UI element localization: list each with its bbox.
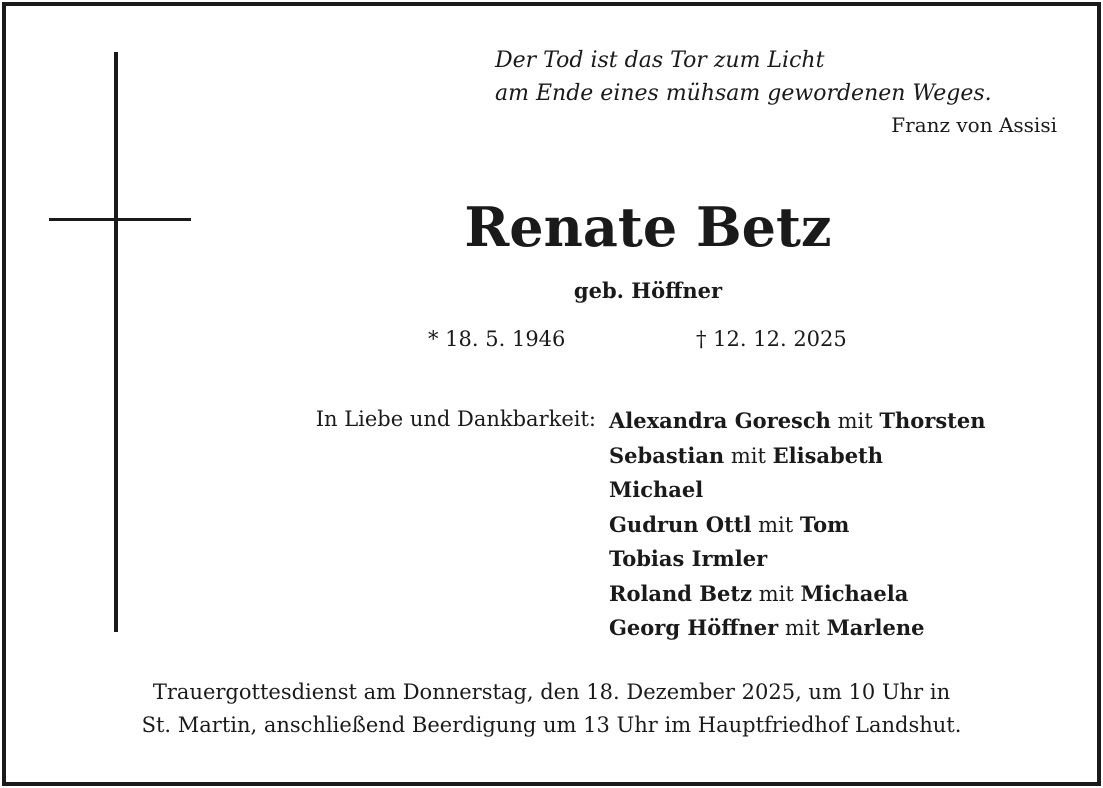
mourner-name: Alexandra Goresch bbox=[609, 408, 831, 433]
service-line: St. Martin, anschließend Beerdigung um 13 Uhr im Hauptfriedhof Landshut. bbox=[141, 713, 962, 737]
quote-author: Franz von Assisi bbox=[891, 113, 1057, 137]
mourner-entry bbox=[609, 508, 985, 543]
deceased-name: Renate Betz bbox=[464, 195, 832, 259]
service-line: Trauergottesdienst am Donnerstag, den 18. Dezember 2025, um 10 Uhr in bbox=[152, 680, 951, 704]
death-date: † 12. 12. 2025 bbox=[696, 327, 847, 351]
mourner-partner: Thorsten bbox=[879, 408, 986, 433]
birth-date: * 18. 5. 1946 bbox=[428, 327, 566, 351]
mourner-name: Roland Betz bbox=[609, 580, 753, 606]
service-info bbox=[0, 676, 1103, 742]
mourner-name: Georg Höffner bbox=[609, 615, 779, 640]
mourner-entry bbox=[609, 542, 985, 577]
mourner-connector: mit bbox=[778, 616, 827, 640]
mourner-entry bbox=[609, 439, 985, 474]
maiden-name: geb. Höffner bbox=[573, 278, 723, 303]
mourner-name: Michael bbox=[609, 477, 704, 502]
mourner-connector: mit bbox=[724, 443, 773, 468]
quote-line: Der Tod ist das Tor zum Licht bbox=[495, 48, 825, 73]
mourner-partner: Michaela bbox=[800, 580, 909, 606]
mourner-connector: mit bbox=[751, 512, 800, 537]
mourner-entry bbox=[609, 404, 985, 439]
mourners-label: In Liebe und Dankbarkeit: bbox=[315, 407, 596, 431]
mourner-partner: Elisabeth bbox=[772, 442, 884, 468]
mourner-connector: mit bbox=[830, 409, 880, 433]
mourner-connector: mit bbox=[752, 581, 801, 606]
quote-line: am Ende eines mühsam gewordenen Weges. bbox=[495, 81, 992, 106]
quote bbox=[495, 44, 992, 110]
mourner-entry bbox=[609, 611, 985, 646]
mourner-partner: Marlene bbox=[826, 615, 925, 640]
mourner-name: Sebastian bbox=[609, 442, 725, 468]
cross-icon-vertical-beam bbox=[114, 52, 118, 632]
mourner-name: Gudrun Ottl bbox=[609, 511, 752, 537]
mourner-partner: Tom bbox=[799, 511, 850, 537]
mourner-entry bbox=[609, 577, 985, 612]
mourner-entry bbox=[609, 473, 985, 508]
mourner-name: Tobias Irmler bbox=[609, 546, 768, 571]
mourners-list bbox=[609, 404, 985, 646]
